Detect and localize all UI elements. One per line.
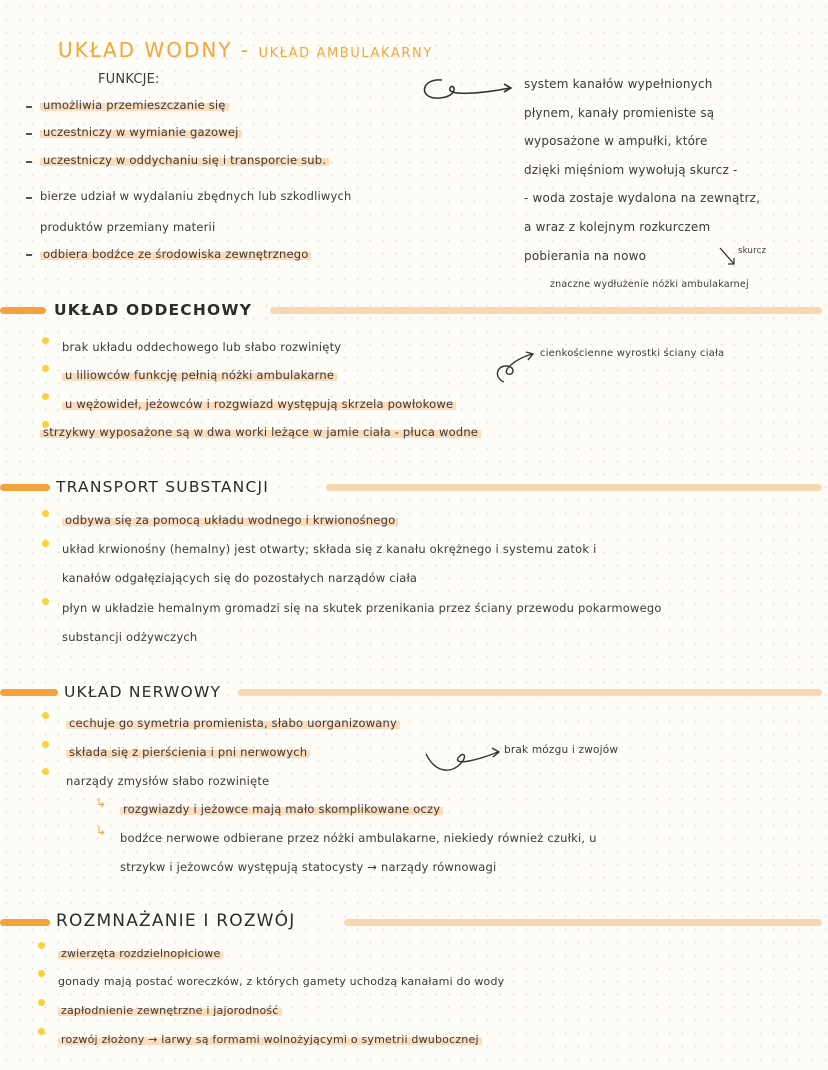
- side-line: a wraz z kolejnym rozkurczem: [524, 219, 711, 234]
- funkcje-item: produktów przemiany materii: [40, 220, 216, 234]
- nerwowy-subitem: [120, 860, 496, 874]
- arrow-icon: [422, 740, 504, 780]
- dash-bullet: [26, 254, 32, 256]
- section-bar: [0, 919, 50, 926]
- skurcz-label: skurcz: [738, 246, 767, 256]
- bullet: [42, 712, 49, 719]
- bullet: [42, 510, 49, 517]
- section-bar: [0, 307, 46, 314]
- dash-bullet: [26, 197, 32, 199]
- transport-item-0: odbywa się za pomocą układu wodnego i krwionośnego: [62, 513, 398, 527]
- nerwowy-item: [66, 745, 310, 759]
- oddechowy-item: [62, 397, 456, 411]
- rozmnazanie-item: [58, 947, 223, 960]
- section-bar: [326, 484, 822, 491]
- side-text: [524, 70, 760, 270]
- funkcje-item: bierze udział w wydalaniu zbędnych lub szkodliwych: [40, 189, 352, 203]
- nerwowy-subitem: [120, 802, 443, 816]
- bullet: [38, 970, 45, 977]
- transport-item: kanałów odgałęziających się do pozostałych narządów ciała: [62, 571, 418, 585]
- funkcje-heading: FUNKCJE:: [98, 72, 160, 87]
- side-line: system kanałów wypełnionych: [524, 77, 713, 91]
- oddechowy-item: [62, 368, 337, 382]
- bullet: [42, 598, 49, 605]
- side-line: - woda zostaje wydalona na zewnątrz,: [524, 191, 761, 206]
- sub-arrow-icon: ↳: [96, 796, 107, 810]
- nerwowy-item-1: składa się z pierścienia i pni nerwowych: [66, 745, 310, 759]
- bullet: [38, 942, 45, 949]
- dash-bullet: [26, 161, 32, 163]
- side-line: dzięki mięśniom wywołują skurcz -: [524, 162, 738, 177]
- side-line: płynem, kanały promieniste są: [524, 105, 715, 120]
- oddechowy-note: cienkościenne wyrostki ściany ciała: [540, 348, 725, 359]
- side-line: pobierania na nowo: [524, 248, 647, 263]
- nerwowy-subitem: bodźce nerwowe odbierane przez nóżki ambulakarne, niekiedy również czułki, u: [120, 831, 597, 845]
- rozmnazanie-item-2: zapłodnienie zewnętrzne i jajorodność: [58, 1004, 282, 1017]
- arrow-icon: [492, 344, 538, 386]
- funkcje-item-2: uczestniczy w oddychaniu się i transporcie sub.: [40, 153, 329, 167]
- bullet: [42, 741, 49, 748]
- funkcje-item: [40, 125, 242, 139]
- bullet: [42, 393, 49, 400]
- nerwowy-subitem-2: strzykw i jeżowców występują statocysty → narządy równowagi: [120, 860, 497, 874]
- bullet: [42, 768, 49, 775]
- arrow-icon: [410, 74, 520, 106]
- oddechowy-item-2: u wężowideł, jeżowców i rozgwiazd występują skrzela powłokowe: [62, 397, 456, 411]
- title-main: UKŁAD WODNY -: [58, 38, 251, 62]
- transport-item: substancji odżywczych: [62, 630, 198, 644]
- section-bar: [0, 484, 50, 491]
- transport-item: układ krwionośny (hemalny) jest otwarty; składa się z kanału okrężnego i systemu zatok i: [62, 542, 597, 556]
- rozmnazanie-item: [58, 1004, 282, 1017]
- rozmnazanie-item-3: rozwój złożony → larwy są formami wolnożyjącymi o symetrii dwubocznej: [58, 1033, 482, 1046]
- result-text: znaczne wydłużenie nóżki ambulakarnej: [550, 279, 749, 290]
- oddechowy-item: brak układu oddechowego lub słabo rozwinięty: [62, 340, 342, 354]
- dash-bullet: [26, 106, 32, 108]
- bullet: [38, 1028, 45, 1035]
- funkcje-item-0: umożliwia przemieszczanie się: [40, 98, 229, 112]
- nerwowy-item: narządy zmysłów słabo rozwinięte: [66, 774, 270, 788]
- section-bar: [344, 919, 822, 926]
- section-heading-oddechowy: UKŁAD ODDECHOWY: [54, 301, 253, 319]
- transport-item: [62, 513, 398, 527]
- bullet: [42, 540, 49, 547]
- nerwowy-item-0: cechuje go symetria promienista, słabo uorganizowany: [66, 716, 400, 730]
- funkcje-item: [40, 98, 229, 112]
- transport-item: płyn w układzie hemalnym gromadzi się na skutek przenikania przez ściany przewodu pokarmowego: [62, 601, 662, 615]
- nerwowy-note: brak mózgu i zwojów: [504, 744, 619, 756]
- funkcje-item: [40, 153, 329, 167]
- oddechowy-item-3: strzykwy wyposażone są w dwa worki leżące w jamie ciała - płuca wodne: [40, 425, 481, 439]
- nerwowy-item: [66, 716, 400, 730]
- funkcje-item-5: odbiera bodźce ze środowiska zewnętrznego: [40, 247, 311, 261]
- section-heading-rozmnazanie: ROZMNAŻANIE I ROZWÓJ: [56, 911, 296, 931]
- funkcje-item: [40, 247, 311, 261]
- bullet: [38, 999, 45, 1006]
- dash-bullet: [26, 133, 32, 135]
- funkcje-item-1: uczestniczy w wymianie gazowej: [40, 125, 242, 139]
- section-heading-transport: TRANSPORT SUBSTANCJI: [56, 478, 270, 496]
- section-bar: [238, 689, 822, 696]
- arrow-icon: [718, 246, 740, 268]
- section-bar: [0, 689, 58, 696]
- rozmnazanie-item-0: zwierzęta rozdzielnopłciowe: [58, 947, 223, 960]
- section-bar: [270, 307, 822, 314]
- section-heading-nerwowy: UKŁAD NERWOWY: [64, 683, 222, 701]
- oddechowy-item-1: u liliowców funkcję pełnią nóżki ambulakarne: [62, 368, 337, 382]
- sub-arrow-icon: ↳: [96, 824, 107, 838]
- side-line: wyposażone w ampułki, które: [524, 134, 708, 149]
- title-sub: UKŁAD AMBULAKARNY: [258, 46, 433, 61]
- nerwowy-subitem-0: rozgwiazdy i jeżowce mają mało skomplikowane oczy: [120, 802, 443, 816]
- page-title: [58, 38, 433, 62]
- oddechowy-item: [40, 425, 481, 439]
- rozmnazanie-item: gonady mają postać woreczków, z których gamety uchodzą kanałami do wody: [58, 975, 505, 988]
- bullet: [42, 365, 49, 372]
- bullet: [42, 337, 49, 344]
- rozmnazanie-item: [58, 1033, 482, 1046]
